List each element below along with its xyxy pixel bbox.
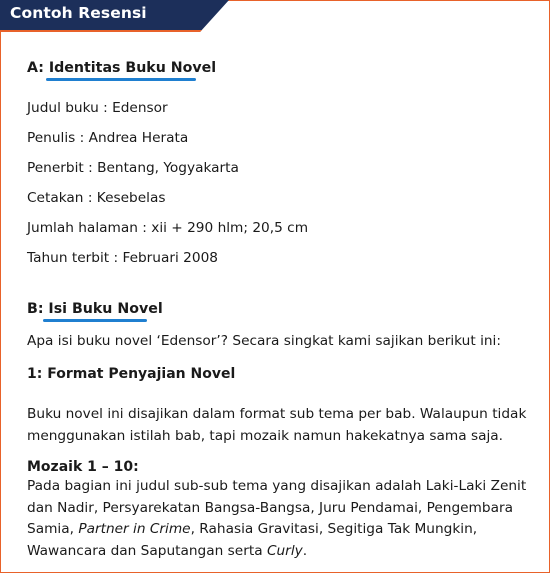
identity-publisher: Penerbit : Bentang, Yogyakarta bbox=[27, 160, 239, 176]
identity-title: Judul buku : Edensor bbox=[27, 100, 168, 116]
mozaik-text-italic1: Partner in Crime bbox=[78, 521, 191, 537]
identity-printing: Cetakan : Kesebelas bbox=[27, 190, 166, 206]
identity-author: Penulis : Andrea Herata bbox=[27, 130, 189, 146]
section-a-underline bbox=[46, 78, 196, 81]
mozaik-text-part1: Pada bagian ini judul sub-sub tema yang disajikan adalah Laki-Laki Zenit dan Nadir, Persyarekatan Bangsa-Bangsa, Juru Pendamai, Pengembara Samia, bbox=[27, 478, 527, 537]
format-text: Buku novel ini disajikan dalam format sub tema per bab. Walaupun tidak menggunakan istilah bab, tapi mozaik namun hakekatnya sama saja. bbox=[27, 406, 527, 444]
identity-pages: Jumlah halaman : xii + 290 hlm; 20,5 cm bbox=[27, 220, 309, 236]
mozaik-text-part3: . bbox=[302, 542, 308, 559]
mozaik-heading: Mozaik 1 – 10: bbox=[27, 459, 139, 475]
format-heading: 1: Format Penyajian Novel bbox=[27, 366, 236, 382]
mozaik-text-italic2: Curly bbox=[266, 542, 303, 559]
identity-year: Tahun terbit : Februari 2008 bbox=[27, 250, 218, 266]
banner-title: Contoh Resensi bbox=[10, 4, 147, 22]
title-banner bbox=[0, 0, 229, 32]
section-b-heading: B: Isi Buku Novel bbox=[27, 301, 163, 317]
mozaik-text bbox=[27, 476, 539, 562]
section-b-intro: Apa isi buku novel ‘Edensor’? Secara singkat kami sajikan berikut ini: bbox=[27, 333, 501, 349]
mozaik-text-part2: , Rahasia Gravitasi, Segitiga Tak Mungkin, Wawancara dan Saputangan serta bbox=[27, 521, 478, 559]
section-b-underline bbox=[43, 319, 147, 322]
section-a-heading: A: Identitas Buku Novel bbox=[27, 60, 217, 76]
